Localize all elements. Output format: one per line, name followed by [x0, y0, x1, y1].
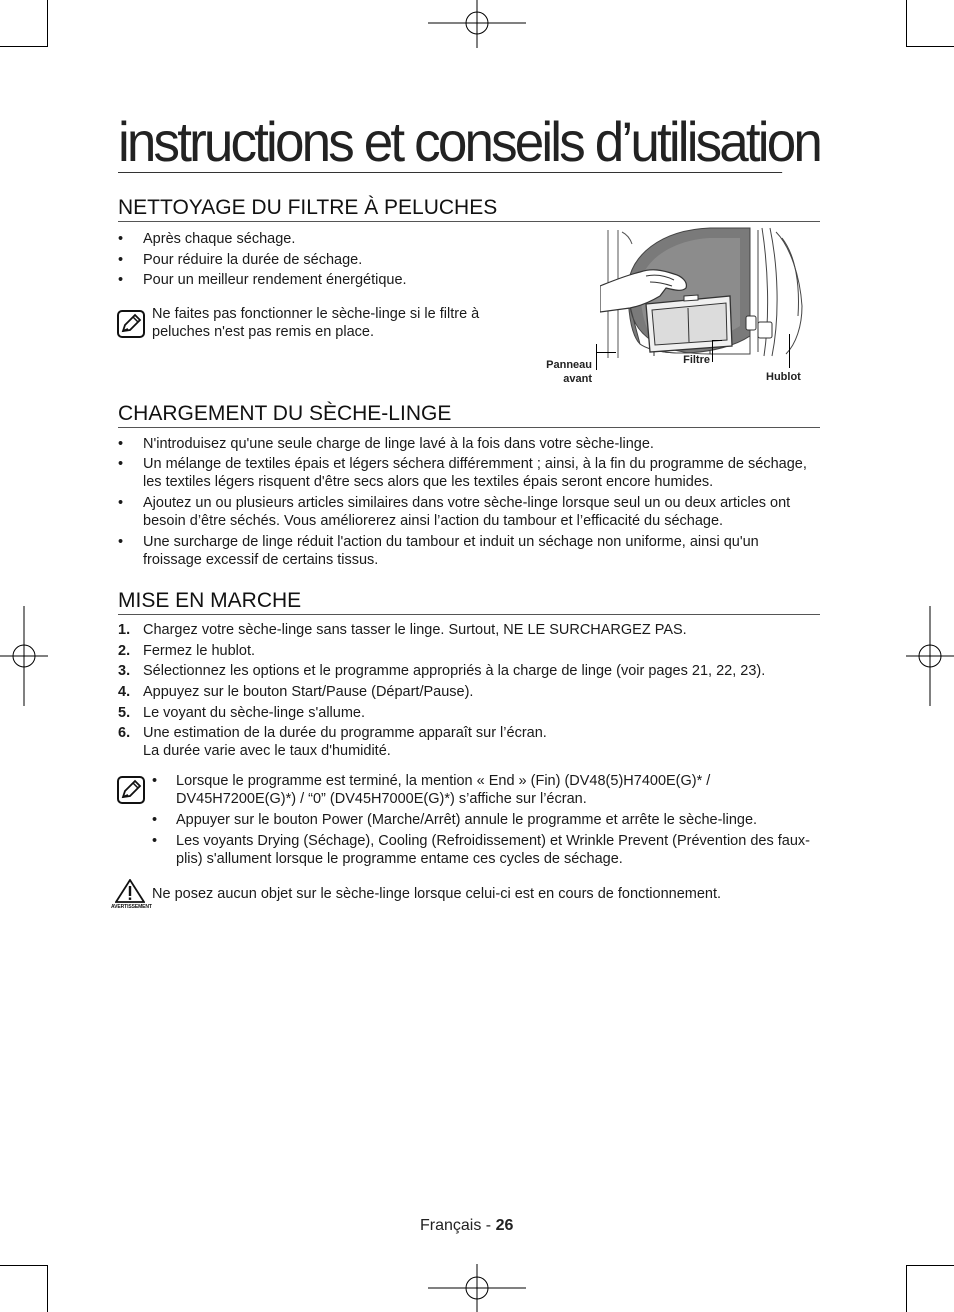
note-text: Lorsque le programme est terminé, la mention « End » (Fin) (DV48(5)H7400E(G)* / DV45H7200E(G)*) / “0” (DV45H7000E(G)*) s’affiche sur l’écran. [176, 773, 711, 807]
step-text: Chargez votre sèche-linge sans tasser le linge. Surtout, NE LE SURCHARGEZ PAS. [143, 622, 687, 638]
callout-line [596, 352, 616, 353]
bullet: • [118, 534, 124, 550]
step-text: Le voyant du sèche-linge s'allume. [143, 705, 366, 721]
label-line: avant [563, 373, 592, 385]
step-number: 2. [118, 643, 131, 659]
step-number: 3. [118, 663, 131, 679]
registration-mark-bottom [428, 1264, 526, 1312]
list-item [118, 455, 820, 491]
step-text: Une estimation de la durée du programme apparaît sur l’écran. [143, 725, 547, 741]
list-item-text: N'introduisez qu'une seule charge de linge lavé à la fois dans votre sèche-linge. [143, 436, 654, 452]
bullet: • [118, 495, 124, 511]
step-item [118, 724, 820, 760]
callout-line [712, 340, 722, 341]
footer-language: Français - [420, 1217, 496, 1234]
step-text: Fermez le hublot. [143, 643, 256, 659]
list-item-text: Un mélange de textiles épais et légers séchera différemment ; ainsi, à la fin du programme de séchage, les textiles légers risquent d'être secs alors que les textiles épais seront encore humides. [143, 456, 807, 490]
step-number: 6. [118, 725, 131, 741]
list-item-text: Pour réduire la durée de séchage. [143, 252, 363, 268]
figure-label-filter: Filtre [683, 354, 710, 366]
note-icon [117, 310, 145, 338]
section-heading-loading: CHARGEMENT DU SÈCHE-LINGE [118, 402, 820, 428]
registration-mark-top [428, 0, 526, 48]
list-item-text: Une surcharge de linge réduit l'action du tambour et induit un séchage non uniforme, ainsi qu'un froissage excessif de certains tissus. [143, 534, 759, 568]
crop-mark [906, 1265, 907, 1312]
warning-icon [115, 879, 145, 903]
crop-mark [47, 0, 48, 47]
list-item-text: Après chaque séchage. [143, 231, 296, 247]
crop-mark [906, 46, 954, 47]
step-item [118, 662, 820, 680]
page-title: instructions et conseils d’utilisation [118, 110, 820, 173]
list-item [118, 230, 478, 248]
dryer-filter-illustration [600, 226, 804, 362]
bullet: • [118, 272, 124, 288]
section-heading-start: MISE EN MARCHE [118, 589, 820, 615]
crop-mark [906, 0, 907, 47]
list-item [118, 435, 820, 453]
step-number: 1. [118, 622, 131, 638]
registration-mark-right [906, 606, 954, 706]
note-text: Ne faites pas fonctionner le sèche-linge si le filtre à peluches n'est pas remis en place. [152, 306, 480, 340]
figure-label-door: Hublot [766, 371, 801, 383]
step-text: Sélectionnez les options et le programme appropriés à la charge de linge (voir pages 21, 22, 23). [143, 663, 766, 679]
step-text: Appuyez sur le bouton Start/Pause (Départ/Pause). [143, 684, 474, 700]
figure-label-front-panel [540, 358, 592, 386]
section-heading-lint-filter: NETTOYAGE DU FILTRE À PELUCHES [118, 196, 820, 222]
step-number: 4. [118, 684, 131, 700]
step-item [118, 704, 820, 722]
page-number: 26 [495, 1217, 514, 1234]
step-item [118, 621, 820, 639]
note-list-item [152, 832, 812, 868]
bullet: • [118, 252, 124, 268]
step-text-continued: La durée varie avec le taux d'humidité. [143, 743, 391, 759]
bullet: • [152, 812, 158, 828]
note-list-item [152, 772, 812, 808]
list-item [118, 271, 478, 289]
crop-mark [906, 1265, 954, 1266]
step-number: 5. [118, 705, 131, 721]
page-footer [420, 1217, 513, 1235]
bullet: • [118, 456, 124, 472]
label-line: Panneau [546, 359, 592, 371]
list-item [118, 251, 478, 269]
callout-line [596, 344, 597, 370]
callout-line [712, 340, 713, 362]
warning-label: AVERTISSEMENT [111, 904, 152, 910]
registration-mark-left [0, 606, 48, 706]
note-list-item [152, 811, 812, 829]
bullet: • [118, 436, 124, 452]
note-text: Les voyants Drying (Séchage), Cooling (Refroidissement) et Wrinkle Prevent (Prévention des faux-plis) s'allument lorsque le programme entame ces cycles de séchage. [176, 833, 810, 867]
bullet: • [152, 833, 158, 849]
note-icon [117, 776, 145, 804]
crop-mark [0, 46, 48, 47]
list-item [118, 533, 820, 569]
list-item-text: Pour un meilleur rendement énergétique. [143, 272, 407, 288]
crop-mark [0, 1265, 48, 1266]
bullet: • [118, 231, 124, 247]
note-text: Appuyer sur le bouton Power (Marche/Arrêt) annule le programme et arrête le sèche-linge. [176, 812, 758, 828]
warning-text: Ne posez aucun objet sur le sèche-linge lorsque celui-ci est en cours de fonctionnement. [152, 886, 722, 902]
list-item-text: Ajoutez un ou plusieurs articles similaires dans votre sèche-linge lorsque seul un ou deux articles ont besoin d’être séchés. Vous améliorerez ainsi l’action du tambour et l’efficacité du séchage. [143, 495, 791, 529]
step-item [118, 642, 820, 660]
step-item [118, 683, 820, 701]
crop-mark [47, 1265, 48, 1312]
callout-line [789, 334, 790, 368]
list-item [118, 494, 820, 530]
bullet: • [152, 773, 158, 789]
